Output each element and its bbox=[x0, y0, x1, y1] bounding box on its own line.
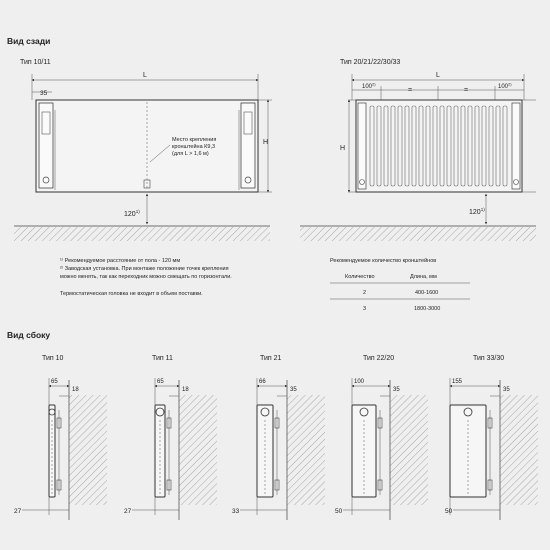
rear-right-dim-H: H bbox=[340, 145, 346, 152]
side-depth-dim: 155 bbox=[452, 379, 463, 385]
side-gap-dim: 35 bbox=[393, 387, 400, 393]
side-depth-dim: 65 bbox=[51, 379, 58, 385]
bracket-table bbox=[330, 257, 470, 312]
footnote-2-cont: можно менять, так как переходник можно смещать по горизонтали. bbox=[60, 274, 232, 280]
side-type-label: Тип 11 bbox=[152, 355, 173, 362]
footnote-1: ¹⁾ Рекомендуемое расстояние от пола - 120 мм bbox=[60, 258, 181, 264]
side-bottom-dim: 27 bbox=[14, 508, 22, 515]
rear-right-dim-eq2: = bbox=[464, 87, 469, 94]
rear-right-type-label: Тип 20/21/22/30/33 bbox=[340, 59, 401, 66]
rear-right-drawing bbox=[300, 59, 536, 241]
side-depth-dim: 66 bbox=[259, 379, 266, 385]
side-bottom-dim: 50 bbox=[335, 508, 343, 515]
side-depth-dim: 65 bbox=[157, 379, 164, 385]
footnote-2: ²⁾ Заводская установка. При монтаже положение точек крепления bbox=[60, 266, 229, 272]
rear-right-dim-eq1: = bbox=[408, 87, 413, 94]
side-gap-dim: 35 bbox=[503, 387, 510, 393]
side-type-label: Тип 10 bbox=[42, 355, 64, 362]
rear-left-mount-note: Место крепления кронштейна К9,3 (для L > 1,6 м) bbox=[172, 137, 217, 157]
side-view-heading: Вид сбоку bbox=[7, 330, 51, 340]
rear-left-type-label: Тип 10/11 bbox=[20, 59, 51, 66]
rear-right-dim-100-right: 100$^{2)}$ bbox=[498, 81, 512, 90]
side-view-item bbox=[335, 355, 428, 520]
side-type-label: Тип 33/30 bbox=[473, 355, 505, 362]
rear-right-dim-120: 120$^{1)}$ bbox=[469, 207, 485, 216]
side-depth-dim: 100 bbox=[354, 379, 365, 385]
thermo-note: Термостатическая головка не входит в объем поставки. bbox=[60, 291, 203, 297]
rear-left-dim-H: H bbox=[263, 139, 269, 146]
side-view-item bbox=[124, 355, 217, 520]
side-view-item bbox=[232, 355, 325, 520]
side-gap-dim: 35 bbox=[290, 387, 297, 393]
side-view-items bbox=[14, 355, 538, 520]
table-title: Рекомендуемое количество кронштейнов bbox=[330, 258, 437, 264]
side-bottom-dim: 33 bbox=[232, 508, 240, 515]
side-type-label: Тип 21 bbox=[260, 355, 282, 362]
table-cell: 3 bbox=[363, 306, 367, 312]
table-cell: 2 bbox=[363, 290, 367, 296]
side-bottom-dim: 50 bbox=[445, 508, 453, 515]
rear-right-dim-L: L bbox=[436, 72, 440, 79]
table-header-qty: Количество bbox=[345, 274, 375, 280]
rear-left-dim-L: L bbox=[143, 72, 147, 79]
side-bottom-dim: 27 bbox=[124, 508, 132, 515]
table-header-length: Длина, мм bbox=[410, 274, 437, 280]
side-type-label: Тип 22/20 bbox=[363, 355, 395, 362]
side-view-item bbox=[445, 355, 538, 520]
rear-left-dim-120: 120$^{1)}$ bbox=[124, 209, 140, 218]
side-gap-dim: 18 bbox=[72, 387, 79, 393]
rear-right-dim-100-left: 100$^{2)}$ bbox=[362, 81, 376, 90]
side-gap-dim: 18 bbox=[182, 387, 189, 393]
rear-view-heading: Вид сзади bbox=[7, 36, 51, 46]
footnotes bbox=[60, 257, 232, 297]
table-cell: 400-1600 bbox=[415, 290, 439, 296]
rear-left-dim-35: 35 bbox=[40, 90, 48, 97]
rear-left-drawing bbox=[14, 59, 272, 241]
side-view-item bbox=[14, 355, 107, 520]
table-cell: 1800-3000 bbox=[414, 306, 441, 312]
